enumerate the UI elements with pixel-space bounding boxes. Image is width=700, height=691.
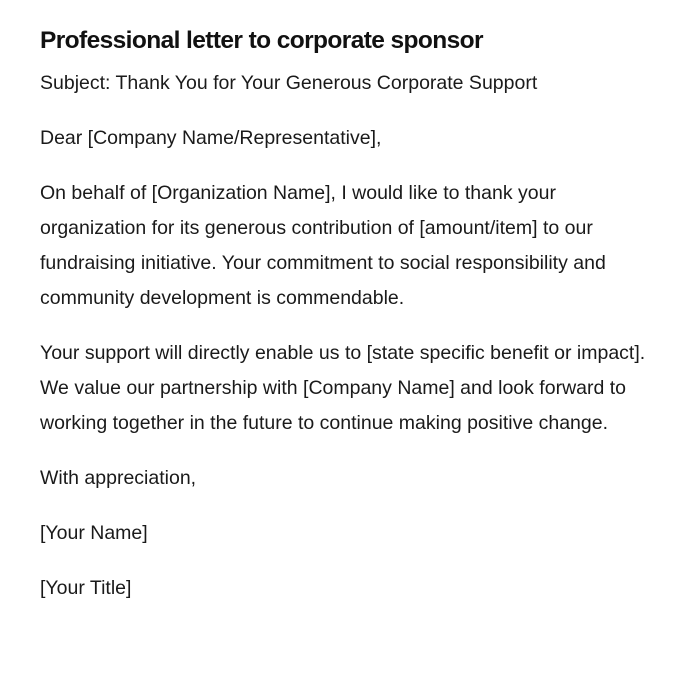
letter-salutation: Dear [Company Name/Representative], xyxy=(40,127,382,149)
letter-title: Professional letter to corporate sponsor xyxy=(40,27,483,54)
letter-paragraph-1: On behalf of [Organization Name], I would like to thank your organization for its generous contribution of [amount/item] to our fundraising initiative. Your commitment to social responsibility and community development is commendable. xyxy=(40,182,606,309)
letter-paragraph-2: Your support will directly enable us to [state specific benefit or impact]. We value our partnership with [Company Name] and look forward to working together in the future to continue making positive change. xyxy=(40,342,646,434)
signature-name: [Your Name] xyxy=(40,522,148,544)
letter-subject: Subject: Thank You for Your Generous Corporate Support xyxy=(40,72,538,94)
signature-title: [Your Title] xyxy=(40,577,132,599)
letter-closing: With appreciation, xyxy=(40,467,197,489)
